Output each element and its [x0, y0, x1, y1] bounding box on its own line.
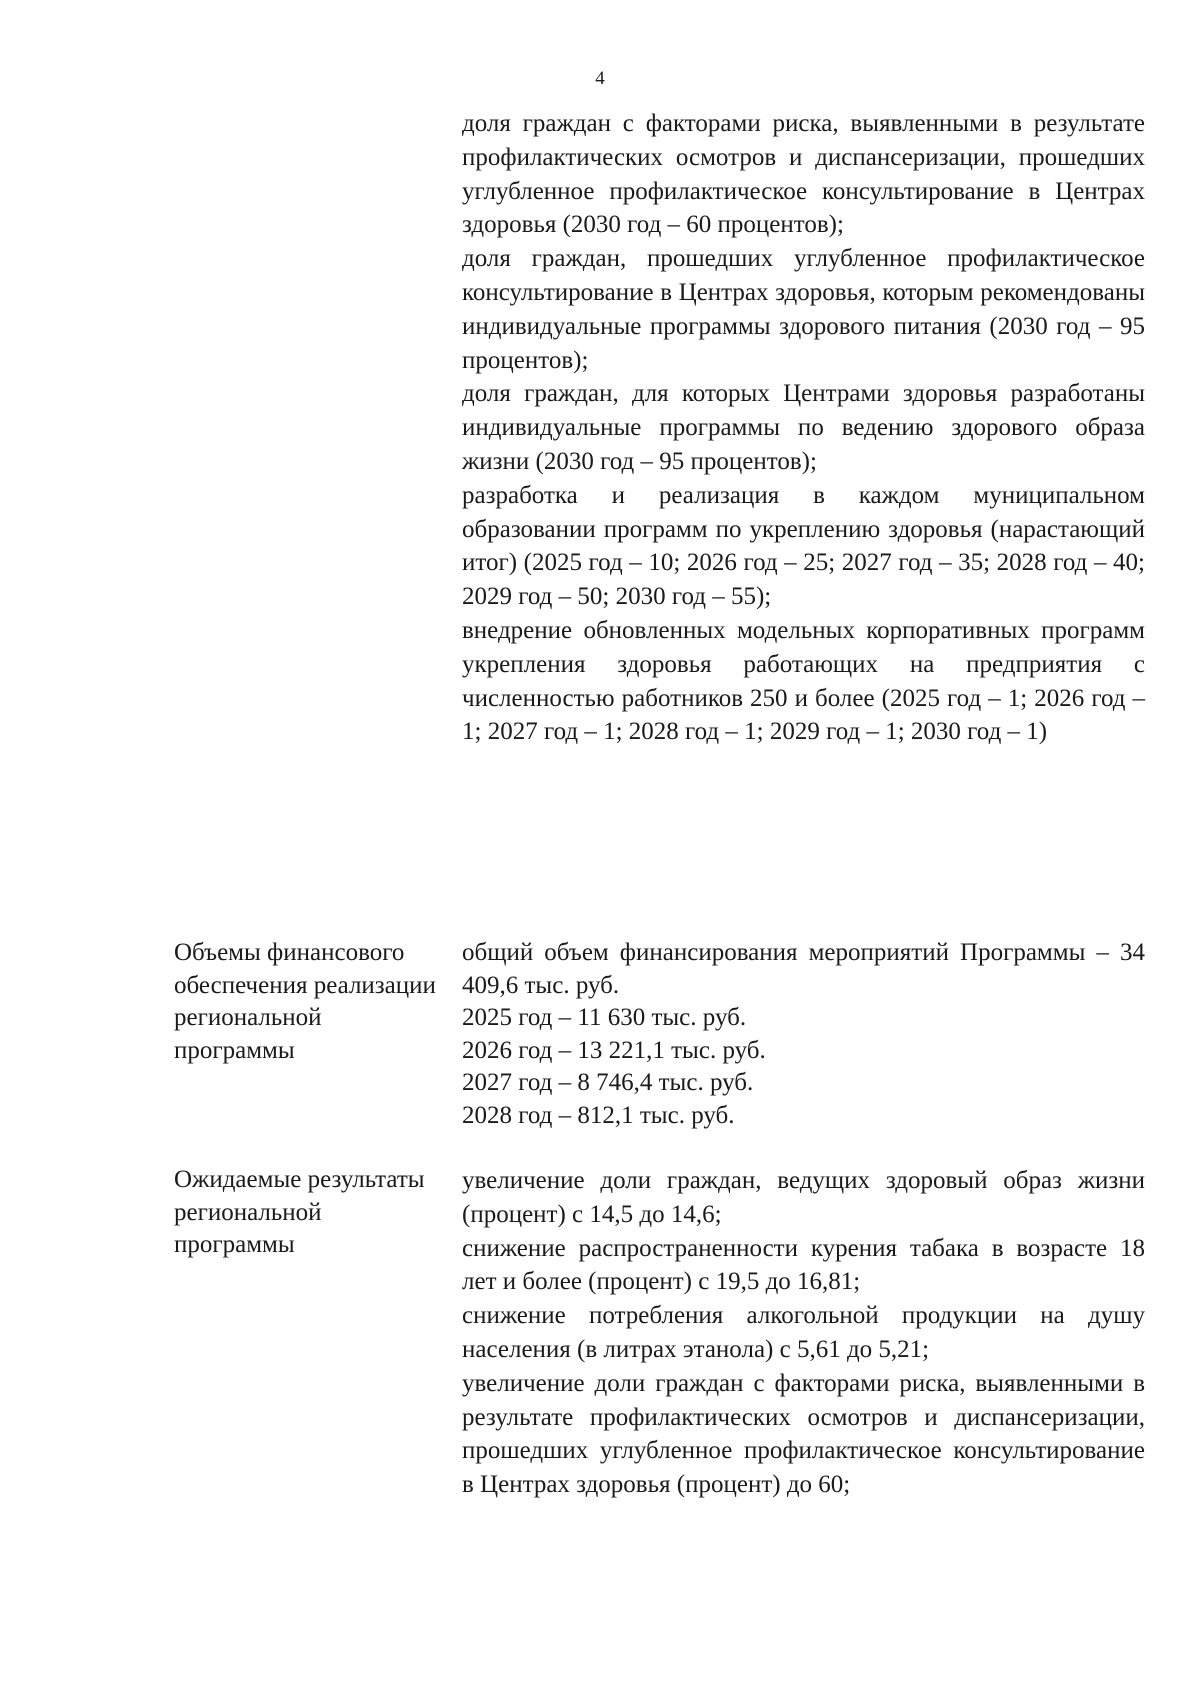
financing-content: [462, 937, 1145, 1132]
indicator-paragraph: разработка и реализация в каждом муниципальном образовании программ по укреплению здоровья (нарастающий итог) (2025 год – 10; 2026 год – 25; 2027 год – 35; 2028 год – 40; 2029 год – 50; 2030 год – 55);: [462, 481, 1145, 611]
indicator-paragraph: внедрение обновленных модельных корпоративных программ укрепления здоровья работающих на предприятия с численностью работников 250 и более (2025 год – 1; 2026 год – 1; 2027 год – 1; 2028 год – 1; 2029 год – 1; 2030 год – 1): [462, 616, 1145, 746]
financing-year: 2025 год – 11 630 тыс. руб.: [462, 1004, 747, 1031]
financing-year: 2027 год – 8 746,4 тыс. руб.: [462, 1069, 754, 1096]
result-paragraph: снижение потребления алкогольной продукции на душу населения (в литрах этанола) с 5,61 до 5,21;: [462, 1302, 1145, 1363]
indicators-content: [462, 107, 1145, 749]
indicator-paragraph: доля граждан с факторами риска, выявленными в результате профилактических осмотров и диспансеризации, прошедших углубленное профилактическое консультирование в Центрах здоровья (2030 год – 60 процентов);: [462, 110, 1145, 239]
results-content: [462, 1164, 1145, 1502]
financing-intro: общий объем финансирования мероприятий Программы – 34 409,6 тыс. руб.: [462, 939, 1145, 999]
page-number: 4: [595, 68, 605, 89]
indicator-paragraph: доля граждан, для которых Центрами здоровья разработаны индивидуальные программы по ведению здорового образа жизни (2030 год – 95 процентов);: [462, 380, 1145, 475]
result-paragraph: увеличение доли граждан, ведущих здоровый образ жизни (процент) с 14,5 до 14,6;: [462, 1167, 1145, 1228]
results-label: Ожидаемые результаты региональной программы: [174, 1166, 425, 1258]
result-paragraph: увеличение доли граждан с факторами риска, выявленными в результате профилактических осмотров и диспансеризации, прошедших углубленное профилактическое консультирование в Центрах здоровья (процент) до 60;: [462, 1369, 1145, 1499]
financing-year: 2026 год – 13 221,1 тыс. руб.: [462, 1036, 766, 1064]
financing-label: Объемы финансового обеспечения реализации региональной программы: [174, 939, 436, 1064]
result-paragraph: снижение распространенности курения табака в возрасте 18 лет и более (процент) с 19,5 до 16,81;: [462, 1234, 1145, 1296]
financing-year: 2028 год – 812,1 тыс. руб.: [462, 1101, 735, 1129]
indicator-paragraph: доля граждан, прошедших углубленное профилактическое консультирование в Центрах здоровья, которым рекомендованы индивидуальные программы здорового питания (2030 год – 95 процентов);: [462, 245, 1145, 374]
